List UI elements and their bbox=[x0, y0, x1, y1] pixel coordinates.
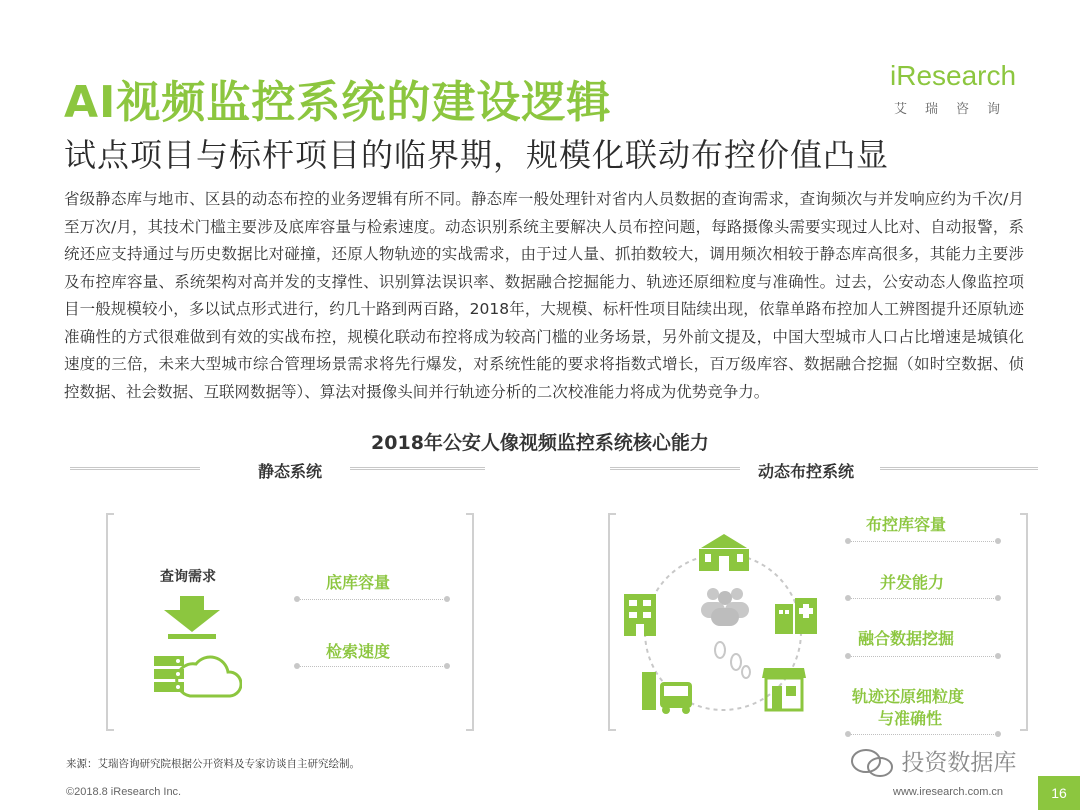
divider-line bbox=[610, 467, 740, 470]
footprints-icon bbox=[708, 640, 756, 680]
iresearch-logo bbox=[890, 60, 1030, 120]
cloud-server-icon bbox=[150, 642, 242, 700]
page-title: AI视频监控系统的建设逻辑 bbox=[64, 77, 612, 128]
bracket-left bbox=[106, 513, 114, 731]
query-demand-label: 查询需求 bbox=[160, 569, 216, 585]
divider-line bbox=[350, 467, 485, 470]
shop-icon bbox=[760, 664, 808, 714]
capability-underline bbox=[848, 734, 998, 735]
bus-icon bbox=[640, 666, 696, 716]
capability-underline bbox=[848, 656, 998, 657]
logo-name: iResearch bbox=[890, 60, 1017, 91]
building-icon bbox=[622, 592, 658, 638]
watermark-right bbox=[850, 744, 1016, 780]
capability-search-speed: 检索速度 bbox=[326, 642, 391, 661]
static-system-label: 静态系统 bbox=[258, 462, 323, 481]
capability-watchlist-capacity: 布控库容量 bbox=[866, 515, 947, 534]
capability-underline bbox=[848, 598, 998, 599]
capability-trajectory-granularity: 轨迹还原细粒度 bbox=[852, 687, 965, 706]
dynamic-system-label: 动态布控系统 bbox=[758, 462, 855, 481]
capability-trajectory-accuracy: 与准确性 bbox=[878, 709, 943, 728]
capability-db-capacity: 底库容量 bbox=[326, 573, 391, 592]
divider-line bbox=[70, 467, 200, 470]
bracket-right bbox=[1020, 513, 1028, 731]
capability-concurrency: 并发能力 bbox=[880, 573, 945, 592]
police-station-icon bbox=[693, 532, 755, 574]
footer-url: www.iresearch.com.cn bbox=[893, 786, 1004, 798]
capability-underline bbox=[297, 666, 447, 667]
page-number: 16 bbox=[1038, 776, 1080, 810]
watermark-text: 投资数据库 bbox=[901, 750, 1017, 776]
wechat-icon bbox=[850, 748, 894, 780]
copyright: ©2018.8 iResearch Inc. bbox=[66, 786, 182, 798]
source-note: 来源：艾瑞咨询研究院根据公开资料及专家访谈自主研究绘制。 bbox=[66, 758, 360, 770]
capability-data-fusion: 融合数据挖掘 bbox=[858, 629, 955, 648]
capability-underline bbox=[848, 541, 998, 542]
body-paragraph: 省级静态库与地市、区县的动态布控的业务逻辑有所不同。静态库一般处理针对省内人员数据的查询需求，查询频次与并发响应约为千次/月至万次/月，其技术门槛主要涉及底库容量与检索速度。动态识别系统主要解决人员布控问题，每路摄像头需要实现过人比对、自动报警，系统还应支持通过与历史数据比对碰撞，还原人物轨迹的实战需求，由于过人量、抓拍数较大，调用频次相较于静态库高很多，其能力主要涉及布控库容量、系统架构对高并发的支撑性、识别算法误识率、数据融合挖掘能力、轨迹还原细粒度与准确性。过去，公安动态人像监控项目一般规模较小，多以试点形式进行，约几十路到两百路，2018年，大规模、标杆性项目陆续出现，依靠单路布控加人工辨图提升还原轨迹准确性的方式很难做到有效的实战布控，规模化联动布控将成为较高门槛的业务场景，另外前文提及，中国大型城市人口占比增速是城镇化速度的三倍，未来大型城市综合管理场景需求将先行爆发，对系统性能的要求将指数式增长，百万级库容、数据融合挖掘（如时空数据、侦控数据、社会数据、互联网数据等）、算法对摄像头间并行轨迹分析的二次校准能力将成为优势竞争力。 bbox=[64, 190, 1024, 401]
logo-tagline: 艾瑞咨询 bbox=[894, 102, 1019, 117]
bracket-right bbox=[466, 513, 474, 731]
page-subtitle: 试点项目与标杆项目的临界期，规模化联动布控价值凸显 bbox=[64, 136, 890, 174]
download-arrow-icon bbox=[160, 596, 224, 640]
divider-line bbox=[880, 467, 1038, 470]
crowd-icon bbox=[693, 584, 757, 628]
hospital-icon bbox=[773, 596, 819, 636]
capability-underline bbox=[297, 599, 447, 600]
figure-title: 2018年公安人像视频监控系统核心能力 bbox=[371, 432, 709, 454]
